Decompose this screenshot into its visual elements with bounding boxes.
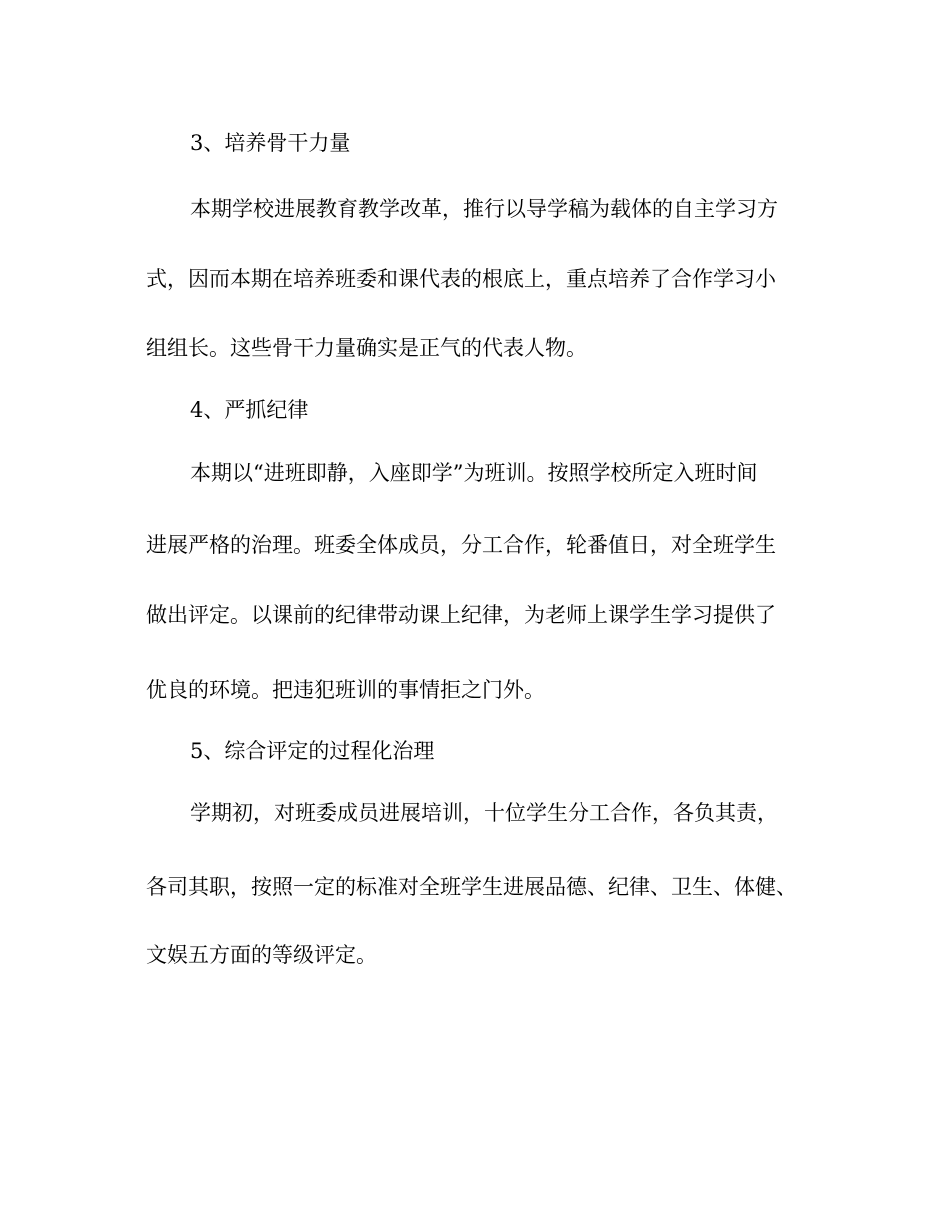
- paragraph-line: 各司其职，按照一定的标准对全班学生进展品德、纪律、卫生、体健、: [146, 875, 797, 899]
- paragraph-line: 做出评定。以课前的纪律带动课上纪律，为老师上课学生学习提供了: [146, 603, 776, 627]
- paragraph-line: 文娱五方面的等级评定。: [146, 943, 377, 967]
- paragraph-line: 进展严格的治理。班委全体成员，分工合作，轮番值日，对全班学生: [146, 533, 776, 557]
- paragraph-line: 本期以“进班即静，入座即学”为班训。按照学校所定入班时间: [190, 461, 758, 485]
- paragraph-line: 学期初，对班委成员进展培训，十位学生分工合作，各负其责，: [190, 801, 778, 825]
- paragraph-line: 优良的环境。把违犯班训的事情拒之门外。: [146, 678, 545, 702]
- paragraph-line: 式，因而本期在培养班委和课代表的根底上，重点培养了合作学习小: [146, 267, 776, 291]
- paragraph-line: 组组长。这些骨干力量确实是正气的代表人物。: [146, 336, 587, 360]
- section-heading-5: 5、综合评定的过程化治理: [190, 739, 435, 763]
- section-heading-3: 3、培养骨干力量: [190, 131, 351, 155]
- section-heading-4: 4、严抓纪律: [190, 398, 309, 422]
- paragraph-line: 本期学校进展教育教学改革，推行以导学稿为载体的自主学习方: [190, 197, 778, 221]
